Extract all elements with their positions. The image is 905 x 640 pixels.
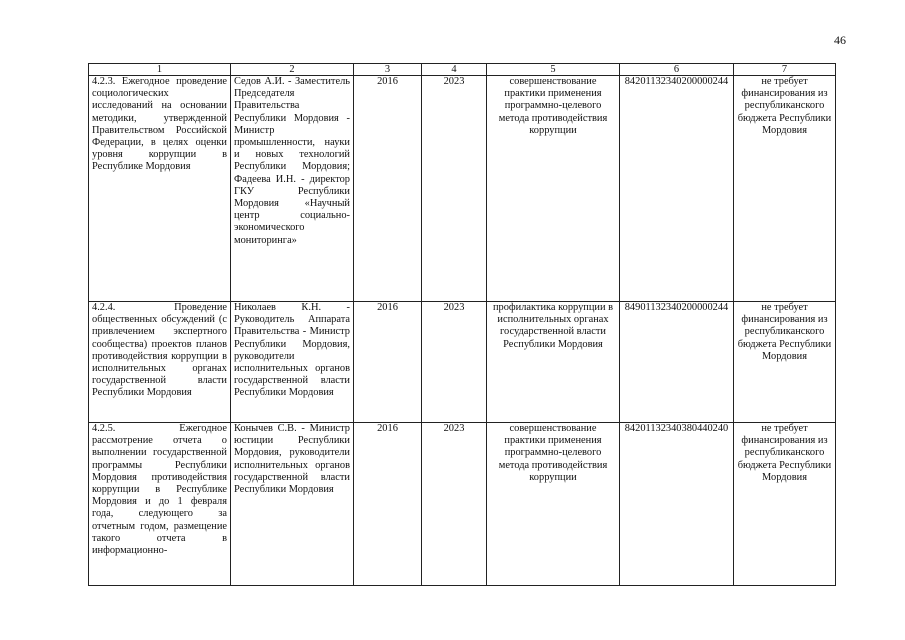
budget-code-cell: 84201132340200000244 xyxy=(620,76,734,302)
measures-table xyxy=(88,63,836,586)
budget-code-cell: 84201132340380440240 xyxy=(620,423,734,586)
end-year-cell: 2023 xyxy=(422,302,487,423)
financing-cell: не требует финансирования из республиканского бюджета Республики Мордовия xyxy=(734,76,836,302)
end-year-cell: 2023 xyxy=(422,423,487,586)
header-row xyxy=(89,64,836,76)
table-row xyxy=(89,76,836,302)
column-header: 2 xyxy=(231,64,354,76)
start-year-cell: 2016 xyxy=(354,423,422,586)
financing-cell: не требует финансирования из республиканского бюджета Республики Мордовия xyxy=(734,423,836,586)
column-header: 1 xyxy=(89,64,231,76)
table-row xyxy=(89,302,836,423)
table-row xyxy=(89,423,836,586)
measure-cell xyxy=(89,423,231,586)
column-header: 3 xyxy=(354,64,422,76)
measure-cell: 4.2.3. Ежегодное проведение социологических исследований на основании методики, утвержденной Правительством Российской Федерации, в целях оценки уровня коррупции в Республике Мордовия xyxy=(89,76,231,302)
column-header: 4 xyxy=(422,64,487,76)
column-header: 6 xyxy=(620,64,734,76)
measure-text: 4.2.5. Ежегодное рассмотрение отчета о выполнении государственной программы Республики Мордовия противодействия коррупции в Республике Мордовия и до 1 февраля года, следующего за отчетным годом, размещение такого отчета в информационно- xyxy=(92,423,227,557)
measure-cell: 4.2.4. Проведение общественных обсуждений (с привлечением экспертного сообщества) проектов планов противодействия коррупции в исполнительных органах государственной власти Республики Мордовия xyxy=(89,302,231,423)
column-header: 5 xyxy=(487,64,620,76)
budget-code-cell: 84901132340200000244 xyxy=(620,302,734,423)
end-year-cell: 2023 xyxy=(422,76,487,302)
financing-cell: не требует финансирования из республиканского бюджета Республики Мордовия xyxy=(734,302,836,423)
start-year-cell: 2016 xyxy=(354,302,422,423)
goal-cell: совершенствование практики применения программно-целевого метода противодействия коррупции xyxy=(487,76,620,302)
responsible-cell: Конычев С.В. - Министр юстиции Республики Мордовия, руководители исполнительных органов государственной власти Республики Мордовия xyxy=(231,423,354,586)
page-number: 46 xyxy=(834,33,846,47)
goal-cell: профилактика коррупции в исполнительных органах государственной власти Республики Мордовия xyxy=(487,302,620,423)
goal-cell: совершенствование практики применения программно-целевого метода противодействия коррупции xyxy=(487,423,620,586)
start-year-cell: 2016 xyxy=(354,76,422,302)
responsible-cell: Николаев К.Н. - Руководитель Аппарата Правительства - Министр Республики Мордовия, руководители исполнительных органов государственной власти Республики Мордовия xyxy=(231,302,354,423)
responsible-cell: Седов А.И. - Заместитель Председателя Правительства Республики Мордовия - Министр промышленности, науки и новых технологий Республики Мордовия; Фадеева И.Н. - директор ГКУ Республики Мордовия «Научный центр социально-экономического мониторинга» xyxy=(231,76,354,302)
column-header: 7 xyxy=(734,64,836,76)
